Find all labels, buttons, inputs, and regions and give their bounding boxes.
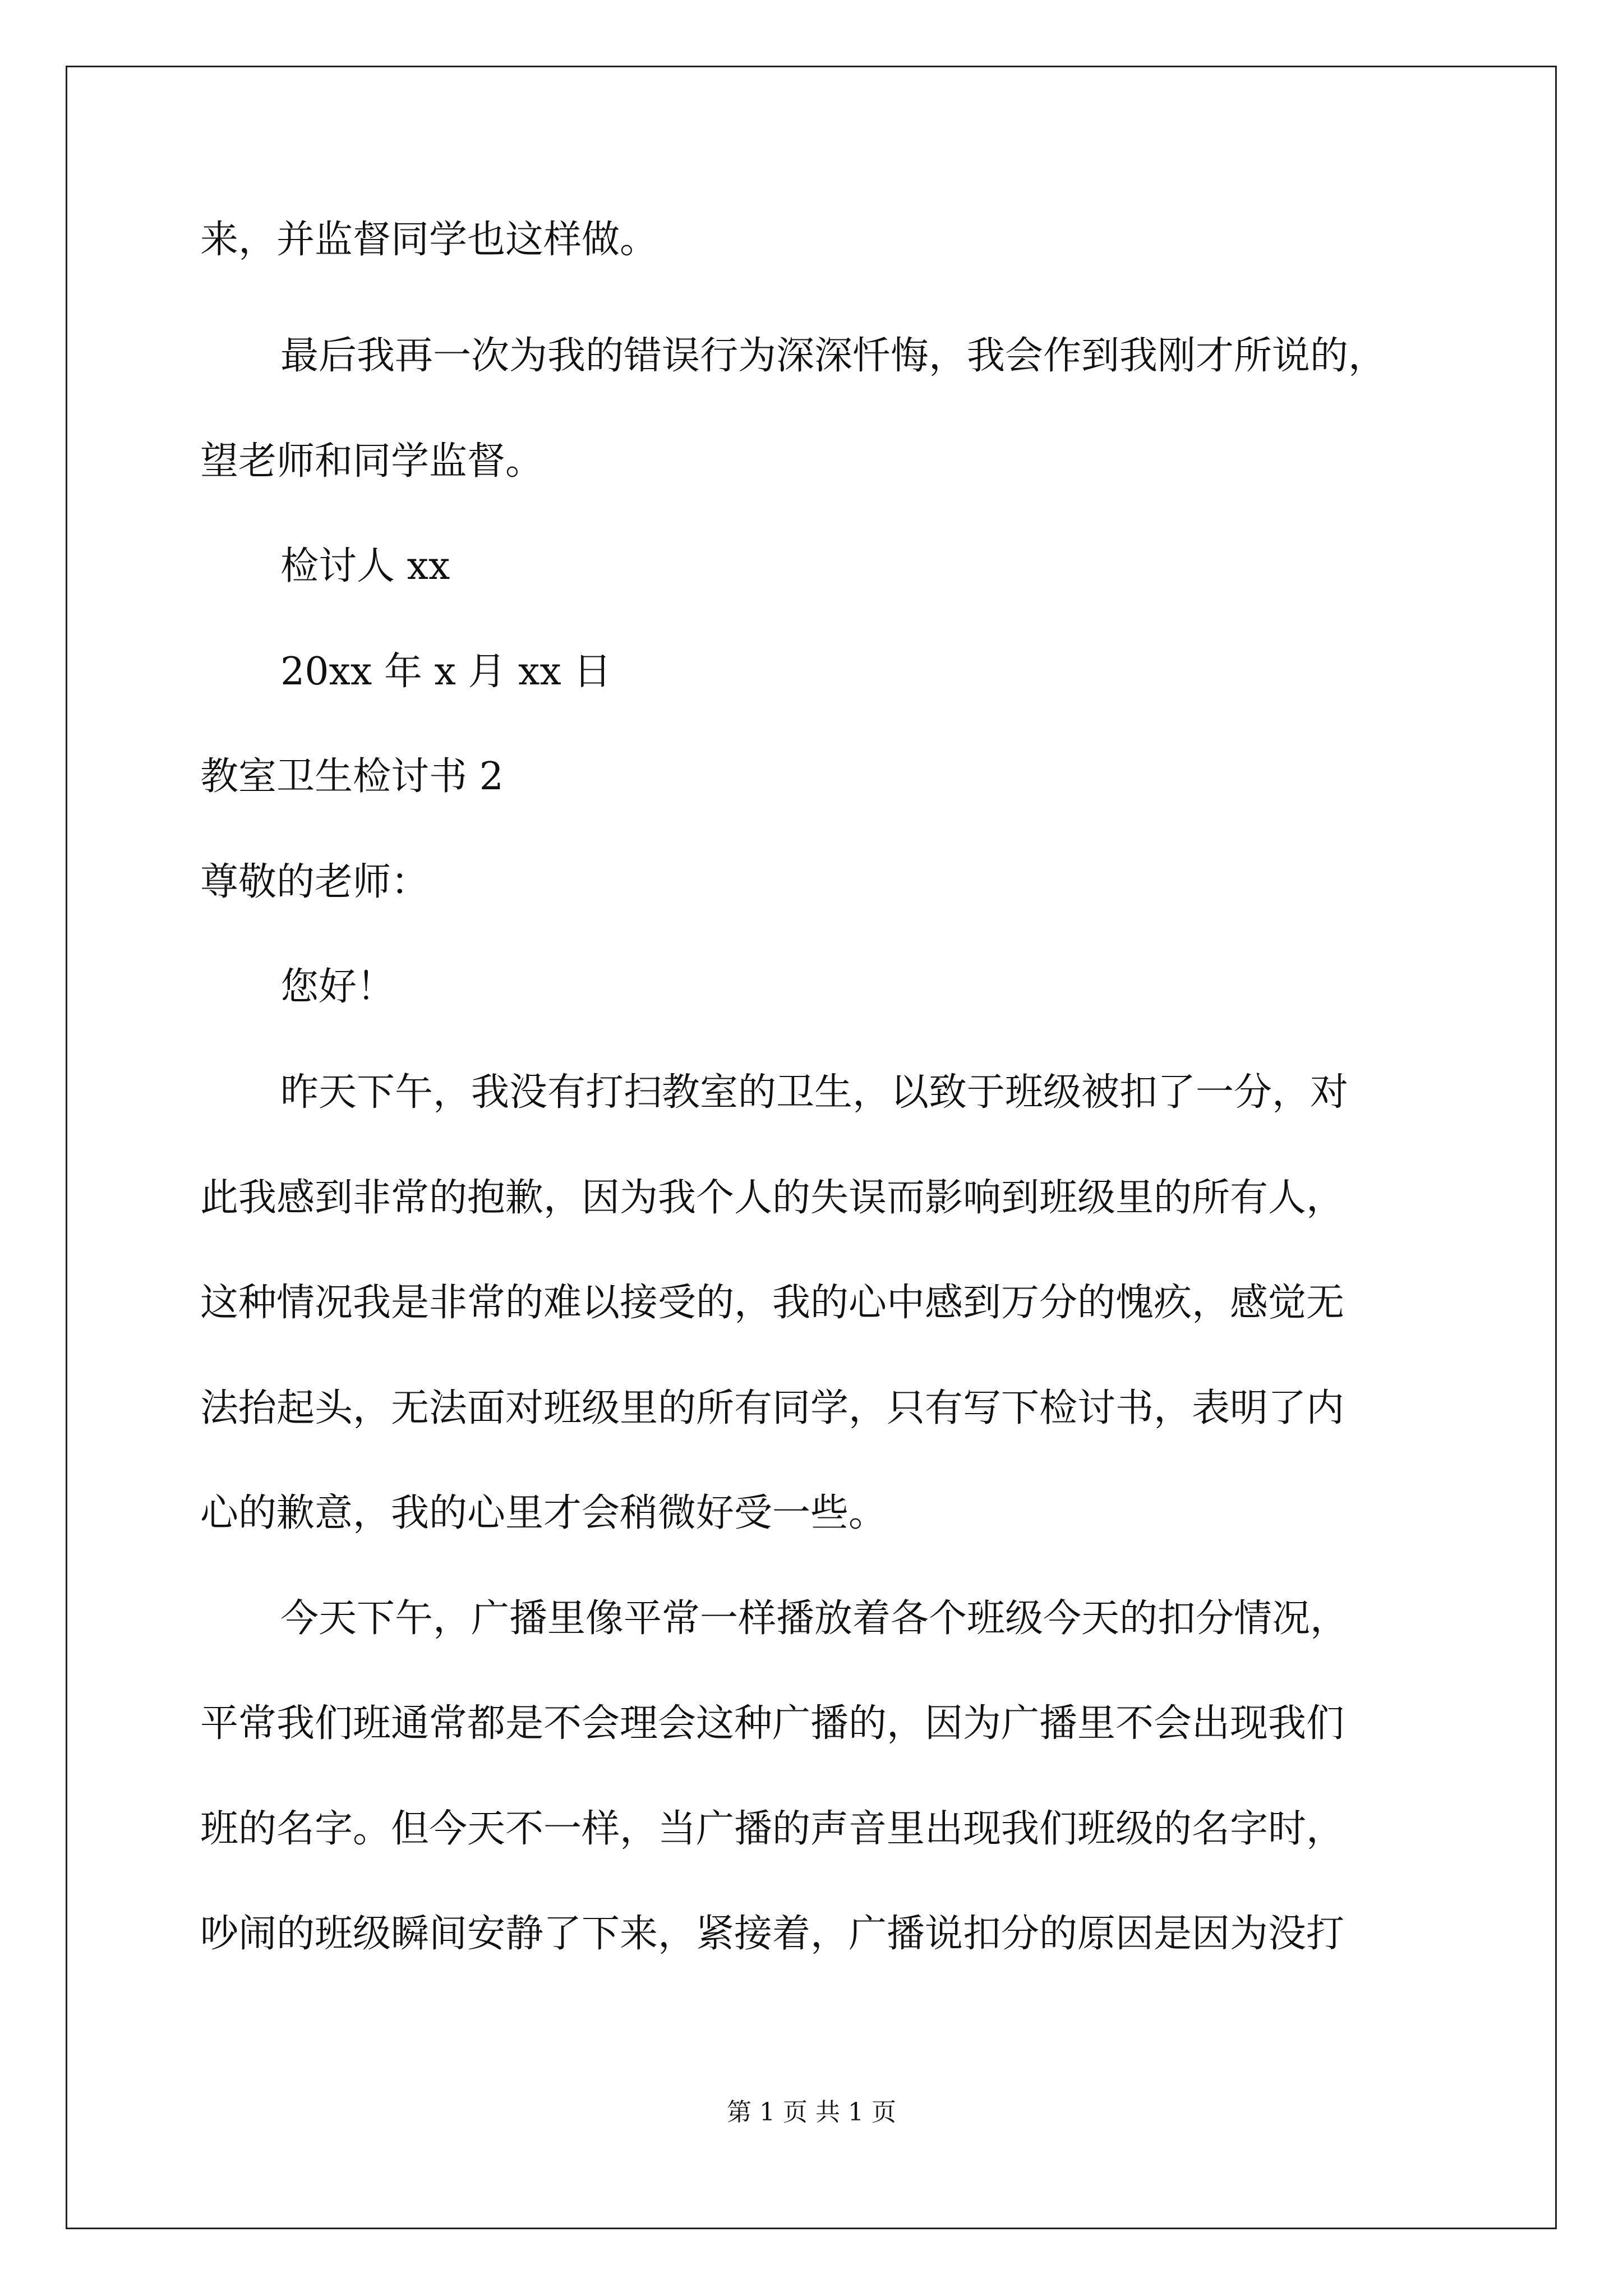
text-line: 心的歉意，我的心里才会稍微好受一些。 [200, 1491, 887, 1535]
text-line: 此我感到非常的抱歉，因为我个人的失误而影响到班级里的所有人， [200, 1176, 1345, 1220]
page-border [66, 66, 1557, 2229]
text-line: 班的名字。但今天不一样，当广播的声音里出现我们班级的名字时， [200, 1807, 1345, 1851]
text-line: 法抬起头，无法面对班级里的所有同学，只有写下检讨书，表明了内 [200, 1386, 1345, 1430]
signature-line: 检讨人 xx [280, 544, 450, 588]
date-line: 20xx 年 x 月 xx 日 [280, 650, 612, 694]
text-line: 这种情况我是非常的难以接受的，我的心中感到万分的愧疚，感觉无 [200, 1281, 1345, 1325]
text-line: 望老师和同学监督。 [200, 439, 544, 484]
greeting: 您好！ [280, 965, 395, 1009]
text-line: 吵闹的班级瞬间安静了下来，紧接着，广播说扣分的原因是因为没打 [200, 1912, 1345, 1956]
text-line: 平常我们班通常都是不会理会这种广播的，因为广播里不会出现我们 [200, 1701, 1345, 1746]
paragraph-line: 昨天下午，我没有打扫教室的卫生，以致于班级被扣了一分，对 [280, 1070, 1349, 1115]
paragraph-line: 今天下午，广播里像平常一样播放着各个班级今天的扣分情况， [280, 1596, 1349, 1641]
paragraph-line: 最后我再一次为我的错误行为深深忏悔，我会作到我刚才所说的， [280, 334, 1387, 378]
page-footer: 第 1 页 共 1 页 [727, 2098, 896, 2127]
text-line: 来，并监督同学也这样做。 [200, 218, 658, 262]
salutation: 尊敬的老师： [200, 860, 430, 904]
section-title: 教室卫生检讨书 2 [200, 754, 504, 799]
